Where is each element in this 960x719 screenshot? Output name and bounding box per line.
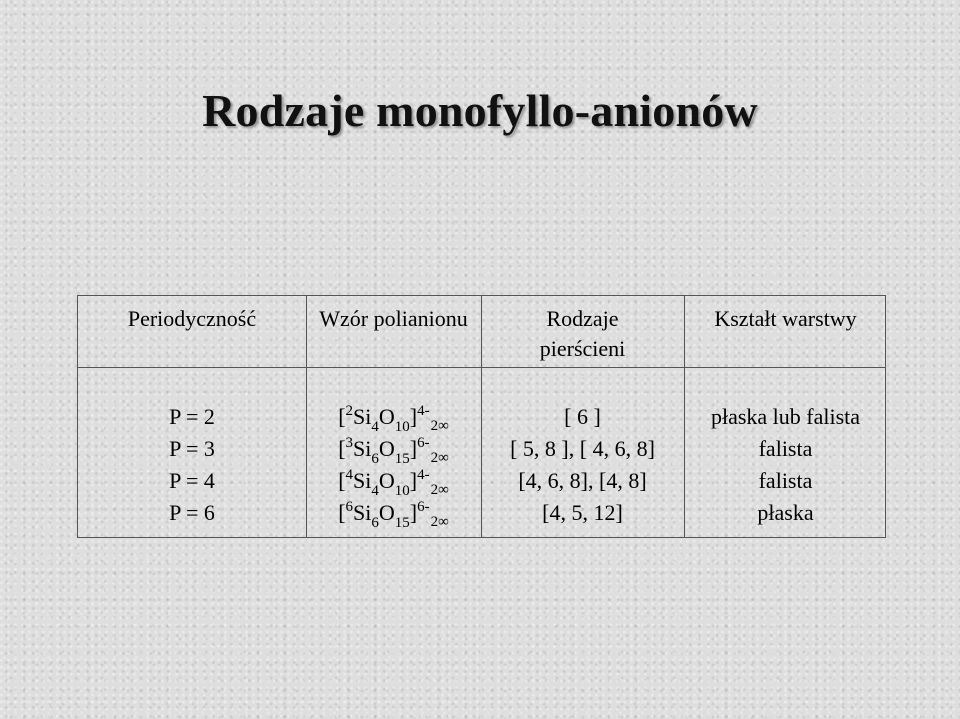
rings-cell: [ 6 ] (564, 404, 601, 429)
periodicity-cell: P = 6 (169, 500, 215, 525)
formula-cell: $[^2Si_4O_{10}]^{4-}_{2\infty}$ (338, 402, 449, 436)
silicon-count: 6 (371, 451, 379, 468)
oxygen-count: 10 (394, 483, 410, 500)
column-formula (306, 296, 481, 537)
dimensionality: 2∞ (430, 482, 449, 498)
coordination-number: 2 (345, 402, 354, 419)
periodicity-cell: P = 3 (169, 436, 215, 461)
header-formula: Wzór polianionu (319, 306, 468, 331)
column-periodicity (78, 296, 306, 537)
silicon-symbol: Si (353, 468, 372, 493)
silicon-count: 4 (371, 483, 379, 500)
oxygen-count: 15 (394, 515, 410, 532)
column-shape (684, 296, 887, 537)
coordination-number: 6 (345, 498, 354, 515)
dimensionality: 2∞ (430, 418, 449, 434)
oxygen-symbol: O (378, 404, 395, 429)
rings-cell: [4, 6, 8], [4, 8] (518, 468, 647, 493)
periodicity-cell: P = 4 (169, 468, 215, 493)
silicon-count: 6 (371, 515, 379, 532)
header-rings-line1: Rodzaje (546, 306, 619, 331)
coordination-number: 4 (345, 466, 354, 483)
rings-cell: [4, 5, 12] (542, 500, 623, 525)
shape-cell: płaska lub falista (710, 404, 861, 429)
charge: 4- (417, 466, 430, 483)
dimensionality: 2∞ (430, 450, 449, 466)
oxygen-symbol: O (378, 468, 395, 493)
header-rings (481, 304, 684, 364)
silicon-symbol: Si (353, 404, 372, 429)
periodicity-cell: P = 2 (169, 404, 215, 429)
silicon-symbol: Si (353, 436, 372, 461)
anion-table (77, 295, 886, 538)
rings-cell: [ 5, 8 ], [ 4, 6, 8] (510, 436, 655, 461)
silicon-symbol: Si (353, 500, 372, 525)
header-periodicity: Periodyczność (127, 306, 257, 331)
column-rings (481, 296, 684, 537)
silicon-count: 4 (371, 419, 379, 436)
charge: 6- (417, 434, 430, 451)
oxygen-symbol: O (378, 500, 395, 525)
oxygen-count: 10 (394, 419, 410, 436)
shape-cell: falista (758, 436, 813, 461)
shape-cell: płaska (757, 500, 814, 525)
charge: 6- (417, 498, 430, 515)
page-title: Rodzaje monofyllo-anionów (202, 85, 758, 136)
formula-cell: $[^6Si_6O_{15}]^{6-}_{2\infty}$ (338, 498, 449, 532)
header-rings-line2: pierścieni (539, 336, 626, 361)
formula-cell: $[^3Si_6O_{15}]^{6-}_{2\infty}$ (338, 434, 449, 468)
dimensionality: 2∞ (430, 514, 449, 530)
oxygen-count: 15 (394, 451, 410, 468)
oxygen-symbol: O (378, 436, 395, 461)
header-shape: Kształt warstwy (714, 306, 857, 331)
charge: 4- (417, 402, 430, 419)
formula-cell: $[^4Si_4O_{10}]^{4-}_{2\infty}$ (338, 466, 449, 500)
shape-cell: falista (758, 468, 813, 493)
coordination-number: 3 (345, 434, 354, 451)
